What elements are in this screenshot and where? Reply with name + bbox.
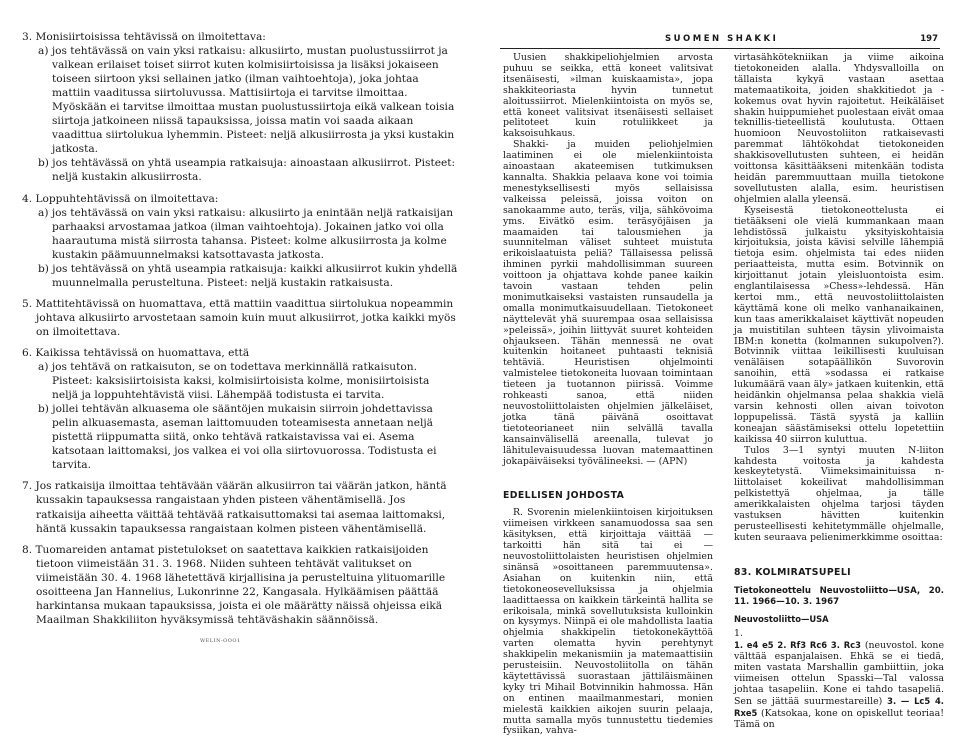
left-page [0,0,480,715]
item5: 5. Mattitehtävissä on huomattava, että mattiin vaadittua siirtolukua nopeammin johtava alkusiirto arvostetaan samoin kuin muut alkusiirrot, jotka kaikki myös on ilmoitettava. [22,297,456,338]
item4-b: b) jos tehtävässä on yhtä useampia ratkaisuja: kaikki alkusiirrot kukin yhdellä muunnelmalla perusteltuna. Pisteet: neljä kustakin ratkaisusta. [38,262,458,289]
column-left [503,53,713,737]
item6-intro: 6. Kaikissa tehtävissä on huomattava, että [22,346,250,359]
game-heading: 83. KOLMIRATSUPELI [734,566,851,578]
comment-2: (Katsokaa, kone on opiskellut teoriaa! Tämä on [734,707,944,730]
magazine-title: SUOMEN SHAKKI [665,34,779,44]
article-paragraph: Tulos 3—1 syntyi muuten N-liiton kahdesta voitosta ja kahdesta keskeytetystä. Viimeksimainituissa n-liittolaiset kokeilivat mahdollisimman pelkistettyä ohjelmaa, ja tälle amerikkalaisten ohjelma tarjosi täyden vastuksen hävitten kuitenkin perusteellisesti kehitetymmälle ohjelmalle, kuten seuraava pelienimerkkimme osoittaa: [734,444,944,543]
running-header [500,34,940,48]
article-paragraph: R. Svorenin mielenkiintoisen kirjoituksen viimeisen virkkeen sanamuodossa saa sen käsityksen, että kirjoittaja väittää — tarkoitti hän sitä tai ei — neuvostoliittolaisten heuristisen ohjelmien sinänsä »osoittaneen paremmuutensa». Asiahan on kuitenkin niin, että tietokoneosevelluksissa ja ohjelmia laadittaessa on kaikkein tärkeintä hallita se erikoisala, minkä sovellutuksista kulloinkin on kysymys. Niinpä ei ole mahdollista laatia ohjelmia shakkipelin tietokonekäyttöä varten olematta hyvin perehtynyt shakkipelin mekanismiin ja matemaattisiin perusteisiin. Neuvostoliitolla on tähän käytettävissä suorastaan jättiläismäinen kyky tri Mihail Botvinnikin hahmossa. Hän on entinen maailmanmestari, monien mielestä kaikkien aikojen suurin pelaaja, mutta samalla myös tunnustettu tiedemies fysiikan, vahva- [503,507,713,737]
article-paragraph: Uusien shakkipeliohjelmien arvosta puhuu se seikka, että koneet valitsivat itsenäisesti, »ilman kuiskaamista», jopa shakkiteoriasta hyvin tunnetut aloitussiirrot. Mielenkiintoista on myös se, että koneet valitsivat itsenäisesti sellaiset pelitoteet kuin rotuliikkeet ja kaksoisuhkaus. [503,52,713,140]
page-number: 197 [920,34,938,44]
comment-1: (neuvostol. kone välttää espanjalaisen. Ehkä se ei tiedä, miten vastata Marshallin gambiittiin, joka viimeisen ottelun Spasski—Tal valossa johtaa tasapeliin. Kone ei tahdo tasapeliä. Sen se jättää suurmestareille) [734,640,944,707]
section-heading: EDELLISEN JOHDOSTA [503,490,625,502]
article-paragraph: Kyseisestä tietokoneottelusta ei tietääkseni ole vielä kummankaan maan lehdistössä julkaistu yksityiskohtaisia kirjoituksia, joista kävisi selville lähempiä tietoja esim. ohjelmista tai edes niiden periaatteista, mutta esim. Botvinnik on kirjoittanut jotain yleisluontoista esim. englantilaisessa »Chess»-lehdessä. Hän kertoi mm., että neuvostoliittolaisten käyttämä kone oli melko vanhanaikainen, kun taas amerikkalaiset käyttivät nopeuden ja muistitilan suhteen täysin ylivoimaista IBM:n konetta (kolmannen sukupolven?). Botvinnik viittaa leikillisesti kuuluisan venäläisen sotapäällikön Suvorovin sanoihin, että »sodassa ei ratkaise lukumäärä vaan äly» jatkaen kuitenkin, että heidänkin ohjelmansa pelaa shakkia vielä varsin kehnosti ollen aivan toivoton loppupelissä. Tästä syystä ja kalliin koneajan säästämiseksi ottelu lopetettiin kaikissa 40 siirron kuluttua. [734,204,944,445]
item3-a: a) jos tehtävässä on vain yksi ratkaisu: alkusiirto, mustan puolustussiirrot ja valkean erilaiset toiset siirrot kuten kolmisiirtoisissa ja lisäksi jokaiseen toiseen siirtoon yksi sellainen jatko (ilman vaihtoehtoja), joka johtaa mattiin vaaditussa siirtoluvussa. Mattisiirtoja ei tarvitse ilmoittaa. Myöskään ei tarvitse ilmoittaa mustan puolustussiirtoja eikä valkean toisia siirtoja jatkoineen niissä tapauksissa, joissa matin voi saada aikaan vaadittua siirtolukua lyhemmin. Pisteet: neljä alkusiirrosta ja yksi kustakin jatkosta. [38,45,455,156]
game-number: 1. [734,628,743,640]
right-page [480,0,960,737]
article-paragraph: Shakki- ja muiden peliohjelmien laatiminen ei ole mielenkiintoista ainoastaan akateemisen tutkimuksen kannalta. Shakkia pelaava kone voi toimia menestyksellisesti myös sellaisissa valkeissa peleissä, joissa voiton on sanokaamme auto, teräs, vilja, sähkövoima yms. Eivätkö esim. teräsyöjäisen ja maamaiden tai talousmiehen ja suunnitelman väliset suhteet muistuta erikoislaatuista peliä? Tällaisessa pelissä ihminen pyrkii mahdollisimman suureen voittoon ja ohjattava kohde panee kaikin tavoin vastaan tehden pelin monimutkaiseksi vastaisten runsaudella ja omalla monimutkaisuudellaan. Tietokoneet näyttelevät yhä suurempaa osaa sellaisissa »peleissä», joihin liittyvät suuret kohteiden ohjaukseen. Tähän mennessä ne ovat kuitenkin hoitaneet puhtaasti teknisiä tehtäviä. Heuristisen ohjelmointi valmistelee tietokoneita luovaan toimintaan tieteen ja tuotannon piirissä. Voimme rohkeasti sanoa, että niiden neuvostoliittolaisten ohjelmien jälkeläiset, jotka tänä päivänä osoittavat tietoteorianeet niin selvällä tavalla kansainvälisellä areenalla, tulevat jo lähitulevaisuudessa luovan matemaattinen jokapäiväiseksi työvälineeksi. — (APN) [503,139,713,467]
item3-b: b) jos tehtävässä on yhtä useampia ratkaisuja: ainoastaan alkusiirrot. Pisteet: neljä kustakin alkusiirrosta. [38,157,456,184]
game-moves [734,629,944,730]
players-line: Neuvostoliitto—USA [734,613,829,624]
moves-1: 1. e4 e5 2. Rf3 Rc6 3. Rc3 [734,640,861,651]
item4-intro: 4. Loppuhtehtävissä on ilmoitettava: [22,192,219,205]
item7: 7. Jos ratkaisija ilmoittaa tehtävään väärän alkusiirron tai väärän jatkon, häntä kussakin tapauksessa rangaistaan yhden pisteen vähentämisellä. Jos ratkaisija aiheetta väittää tehtävää ratkaisuttomaksi tai asemaa laittomaksi, häntä kussakin tapauksessa rangaistaan kolmen pisteen vähentämisellä. [22,480,447,535]
header-rule [500,48,940,49]
moves-2: 3. — Lc5 4. Rxe5 [734,695,944,718]
item6-b: b) jollei tehtävän alkuasema ole sääntöjen mukaisin siirroin johdettavissa pelin alkuasemasta, aseman laittomuuden toteamisesta annetaan neljä pistettä riippumatta siitä, onko tehtävä ratkaistavissa vai ei. Asema katsotaan laittomaksi, jos valkea ei voi olla siirtovuorossa. Todistusta ei tarvita. [38,403,437,472]
item6-a: a) jos tehtävä on ratkaisuton, se on todettava merkinnällä ratkaisuton. Pisteet: kaksisiirtoisista kaksi, kolmisiirtoisista kolme, monisiirtoisista neljä ja loppuhtehtävistä viisi. Lähempää todistusta ei tarvita. [38,361,430,402]
item8: 8. Tuomareiden antamat pistetulokset on saatettava kaikkien ratkaisijoiden tietoon viimeistään 31. 3. 1968. Niiden suhteen tehtävät valitukset on viimeistään 30. 4. 1968 lähetettävä kirjallisina ja perusteltuina ylituomarille osoitteena Jan Hannelius, Lukonrinne 22, Kangasala. Hylkäämisen päättää harkintansa mukaan tapauksissa, joista ei ole määrätty näissä ohjeissa eikä Maailman Shakkiliiton hyväksymissä tehtäväshakin säännöissä. [22,543,446,626]
article-paragraph: virtasähkötekniikan ja viime aikoina tietokoneiden alalla. Yhdysvalloilla on tällaista kykyä vastaan asettaa matemaatikoita, joiden shakkitiedot ja -kokemus ovat hyvin rajoitetut. Heikäläiset shakin huippumiehet puolestaan eivät omaa teknillis-tieteellistä koulutusta. Ottaen huomioon Neuvostoliiton ratkaisevasti paremmat lähtökohdat tietokoneiden shakkisovellutusten suhteen, ei heidän voittonsa käsittääkseni mitenkään todista heidän paremmuuttaan muilla tietokone sovellutusten alalla, esim. heuristisen ohjelmien alalla yleensä. [734,52,944,205]
item3-intro: 3. Monisiirtoisissa tehtävissä on ilmoitettava: [22,31,266,43]
column-right [734,53,944,731]
match-subheading: Tietokoneottelu Neuvostoliitto—USA, 20. 11. 1966—10. 3. 1967 [734,585,944,607]
page-footer-mark: WELIN-OOO1 [200,638,241,644]
item4-a: a) jos tehtävässä on vain yksi ratkaisu: alkusiirto ja enintään neljä ratkaisijan parhaaksi arvostamaa jatkoa (ilman vaihtoehtoja). Jokainen jatko voi olla haarautuma mistä siirrosta tahansa. Pisteet: kolme alkusiirrosta ja kolme kustakin päämuunnelmaksi katsottavasta jatkosta. [38,206,454,261]
rules-text [22,30,458,634]
